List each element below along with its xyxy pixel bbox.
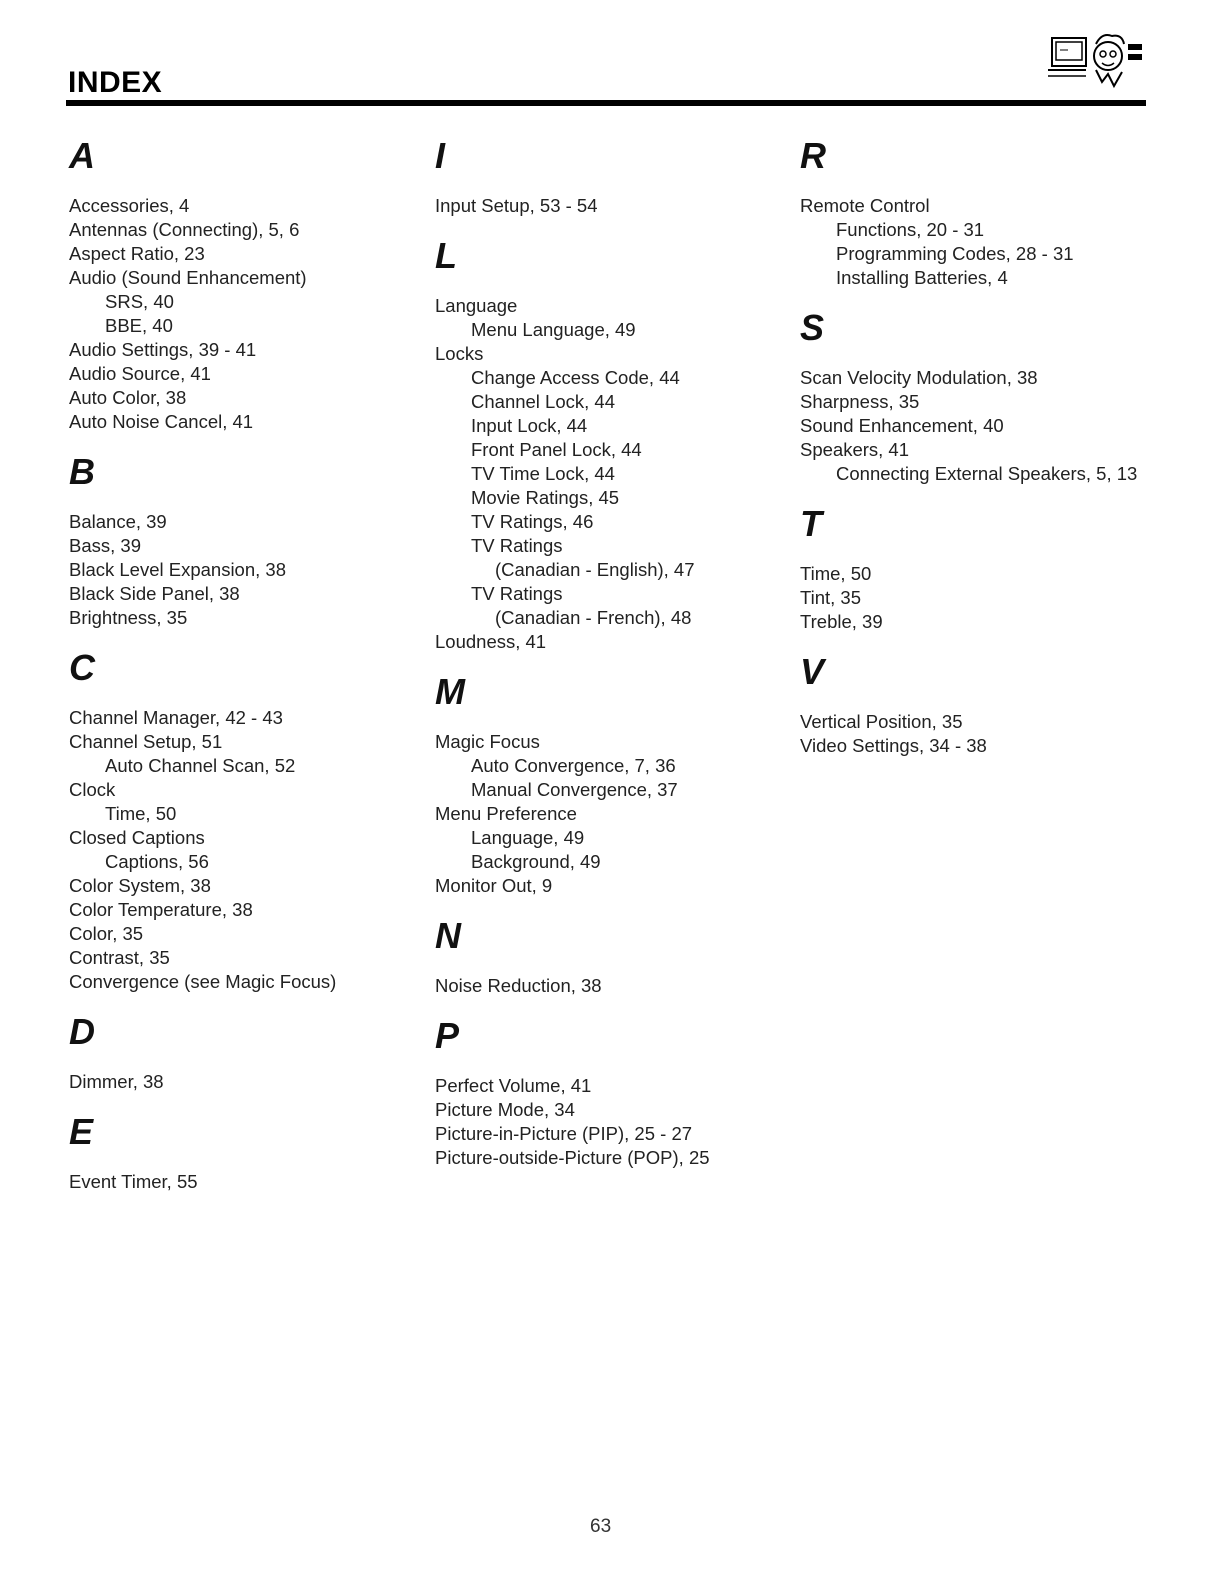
index-entry: Input Setup, 53 - 54 <box>435 195 598 216</box>
index-section <box>69 644 409 994</box>
index-subentry: BBE, 40 <box>105 315 173 336</box>
index-entry: Treble, 39 <box>800 611 883 632</box>
index-entry: Vertical Position, 35 <box>800 711 963 732</box>
index-section <box>69 132 409 434</box>
section-letter: B <box>69 451 95 492</box>
section-letter: S <box>800 307 825 348</box>
index-entry: Magic Focus <box>435 731 540 752</box>
index-entry: Menu Preference <box>435 803 577 824</box>
index-entry: Bass, 39 <box>69 535 141 556</box>
index-entry: Language <box>435 295 518 316</box>
index-entry: Loudness, 41 <box>435 631 547 652</box>
index-section <box>69 448 409 630</box>
section-letter: T <box>800 503 822 544</box>
section-letter: V <box>800 651 825 692</box>
index-subentry: Auto Convergence, 7, 36 <box>471 755 676 776</box>
index-entry: Scan Velocity Modulation, 38 <box>800 367 1038 388</box>
index-entry: Auto Noise Cancel, 41 <box>69 411 254 432</box>
index-entry: Dimmer, 38 <box>69 1071 164 1092</box>
index-entry: Channel Manager, 42 - 43 <box>69 707 283 728</box>
section-letter: N <box>435 915 461 956</box>
index-section <box>800 132 1150 290</box>
index-subentry: Menu Language, 49 <box>471 319 636 340</box>
index-entry: Locks <box>435 343 484 364</box>
index-subentry: TV Ratings, 46 <box>471 511 594 532</box>
index-entry: Black Side Panel, 38 <box>69 583 240 604</box>
index-section <box>69 1008 409 1094</box>
index-section <box>435 132 785 218</box>
index-entry: Perfect Volume, 41 <box>435 1075 592 1096</box>
index-entry: Video Settings, 34 - 38 <box>800 735 987 756</box>
index-section <box>435 912 785 998</box>
index-column-3 <box>800 132 1150 772</box>
index-subentry: Front Panel Lock, 44 <box>471 439 642 460</box>
index-entry: Sound Enhancement, 40 <box>800 415 1004 436</box>
index-subentry: Programming Codes, 28 - 31 <box>836 243 1074 264</box>
index-entry: Tint, 35 <box>800 587 862 608</box>
index-subentry: Background, 49 <box>471 851 601 872</box>
index-entry: Balance, 39 <box>69 511 167 532</box>
index-entry: Picture-in-Picture (PIP), 25 - 27 <box>435 1123 693 1144</box>
index-section <box>800 648 1150 758</box>
index-subentry: Language, 49 <box>471 827 585 848</box>
index-section <box>435 668 785 898</box>
section-letter: M <box>435 671 465 712</box>
index-subentry: Input Lock, 44 <box>471 415 588 436</box>
index-entry: Accessories, 4 <box>69 195 190 216</box>
index-entry: Speakers, 41 <box>800 439 910 460</box>
page-number: 63 <box>590 1516 612 1537</box>
section-letter: P <box>435 1015 460 1056</box>
index-subentry: SRS, 40 <box>105 291 174 312</box>
index-column-2 <box>435 132 785 1184</box>
index-section <box>800 304 1150 486</box>
index-entry: Clock <box>69 779 116 800</box>
section-letter: L <box>435 235 457 276</box>
index-entry: Color, 35 <box>69 923 144 944</box>
index-entry: Auto Color, 38 <box>69 387 187 408</box>
index-entry: Color Temperature, 38 <box>69 899 253 920</box>
index-section <box>800 500 1150 634</box>
section-letter: R <box>800 135 826 176</box>
index-subentry: (Canadian - English), 47 <box>495 559 695 580</box>
index-entry: Picture Mode, 34 <box>435 1099 575 1120</box>
index-entry: Brightness, 35 <box>69 607 188 628</box>
index-entry: Aspect Ratio, 23 <box>69 243 205 264</box>
index-entry: Monitor Out, 9 <box>435 875 553 896</box>
index-entry: Color System, 38 <box>69 875 211 896</box>
index-subentry: TV Time Lock, 44 <box>471 463 615 484</box>
index-subentry: Change Access Code, 44 <box>471 367 680 388</box>
index-subentry: Manual Convergence, 37 <box>471 779 678 800</box>
index-entry: Noise Reduction, 38 <box>435 975 602 996</box>
page-title: INDEX <box>68 66 163 99</box>
section-letter: D <box>69 1011 95 1052</box>
index-entry: Closed Captions <box>69 827 205 848</box>
index-subentry: TV Ratings <box>471 583 563 604</box>
index-subentry: Auto Channel Scan, 52 <box>105 755 296 776</box>
index-entry: Convergence (see Magic Focus) <box>69 971 337 992</box>
index-column-1 <box>69 132 409 1208</box>
index-entry: Event Timer, 55 <box>69 1171 198 1192</box>
index-entry: Contrast, 35 <box>69 947 170 968</box>
section-letter: A <box>69 135 95 176</box>
index-entry: Audio (Sound Enhancement) <box>69 267 307 288</box>
index-entry: Antennas (Connecting), 5, 6 <box>69 219 300 240</box>
index-entry: Channel Setup, 51 <box>69 731 223 752</box>
index-subentry: Installing Batteries, 4 <box>836 267 1008 288</box>
section-letter: I <box>435 135 446 176</box>
index-subentry: Channel Lock, 44 <box>471 391 615 412</box>
index-entry: Audio Settings, 39 - 41 <box>69 339 257 360</box>
index-subentry: Time, 50 <box>105 803 177 824</box>
index-entry: Black Level Expansion, 38 <box>69 559 286 580</box>
index-entry: Sharpness, 35 <box>800 391 920 412</box>
index-subentry: Movie Ratings, 45 <box>471 487 620 508</box>
index-subentry: Functions, 20 - 31 <box>836 219 985 240</box>
index-subentry: Captions, 56 <box>105 851 209 872</box>
index-subentry: TV Ratings <box>471 535 563 556</box>
section-letter: E <box>69 1111 94 1152</box>
section-letter: C <box>69 647 95 688</box>
index-entry: Audio Source, 41 <box>69 363 211 384</box>
index-entry: Time, 50 <box>800 563 872 584</box>
index-entry: Remote Control <box>800 195 930 216</box>
index-entry: Picture-outside-Picture (POP), 25 <box>435 1147 710 1168</box>
index-section <box>435 1012 785 1170</box>
index-section <box>69 1108 409 1194</box>
header-rule <box>66 100 1146 106</box>
index-subentry: (Canadian - French), 48 <box>495 607 692 628</box>
ask-ned-logo <box>1046 30 1146 96</box>
index-section <box>435 232 785 654</box>
index-subentry: Connecting External Speakers, 5, 13 <box>836 463 1138 484</box>
